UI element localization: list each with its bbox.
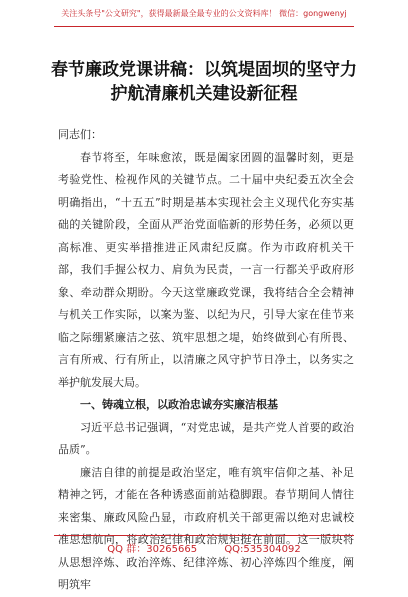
paragraph: 廉洁自律的前提是政治坚定，唯有筑牢信仰之基、补足精神之钙，才能在各种诱惑面前站稳脚跟。春节期间人情往来密集、廉政风险凸显，市政府机关干部更需以绝对忠诚校准思想航向，将政治纪律和政治规矩挺在前面。这一版块将从思想淬炼、政治淬炼、纪律淬炼、初心淬炼四个维度，阐明筑牢: [58, 465, 354, 591]
header-banner: 关注头条号"公文研究"，获得最新最全最专业的公文资料库！ 微信：gongwenyj: [61, 9, 347, 18]
footer-qq-group: QQ 群：30265665: [107, 544, 198, 555]
paragraph: 习近平总书记强调，“对党忠诚，是共产党人首要的政治品质”。: [58, 420, 354, 456]
footer-qq: QQ:535304092: [224, 544, 301, 555]
title-line-1: 春节廉政党课讲稿：以筑堤固坝的坚守力: [51, 60, 357, 80]
salutation: 同志们：: [58, 128, 102, 141]
document-title: [40, 58, 368, 106]
title-line-2: 护航清廉机关建设新征程: [110, 84, 298, 104]
footer: [0, 540, 408, 555]
paragraph: 春节将至，年味愈浓，既是阖家团圆的温馨时刻，更是考验党性、检视作风的关键节点。二十届中央纪委五次全会明确指出，“十五五”时期是基本实现社会主义现代化夯实基础的关键阶段，全面从严治党面临新的形势任务，必须以更高标准、更实举措推进正风肃纪反腐。作为市政府机关干部，我们手握公权力、肩负为民责，一言一行都关乎政府形象、牵动群众期盼。今天这堂廉政党课，我将结合全会精神与机关工作实际，以案为鉴、以纪为尺，引导大家在佳节来临之际绷紧廉洁之弦、筑牢思想之堤，始终做到心有所畏、言有所戒、行有所止，以清廉之风守护节日净土，以务实之举护航发展大局。: [58, 150, 354, 389]
section-heading: 一、铸魂立根，以政治忠诚夯实廉洁根基: [80, 398, 278, 411]
document-body: [58, 124, 354, 597]
header-divider: [54, 26, 354, 27]
footer-divider: [54, 535, 354, 536]
